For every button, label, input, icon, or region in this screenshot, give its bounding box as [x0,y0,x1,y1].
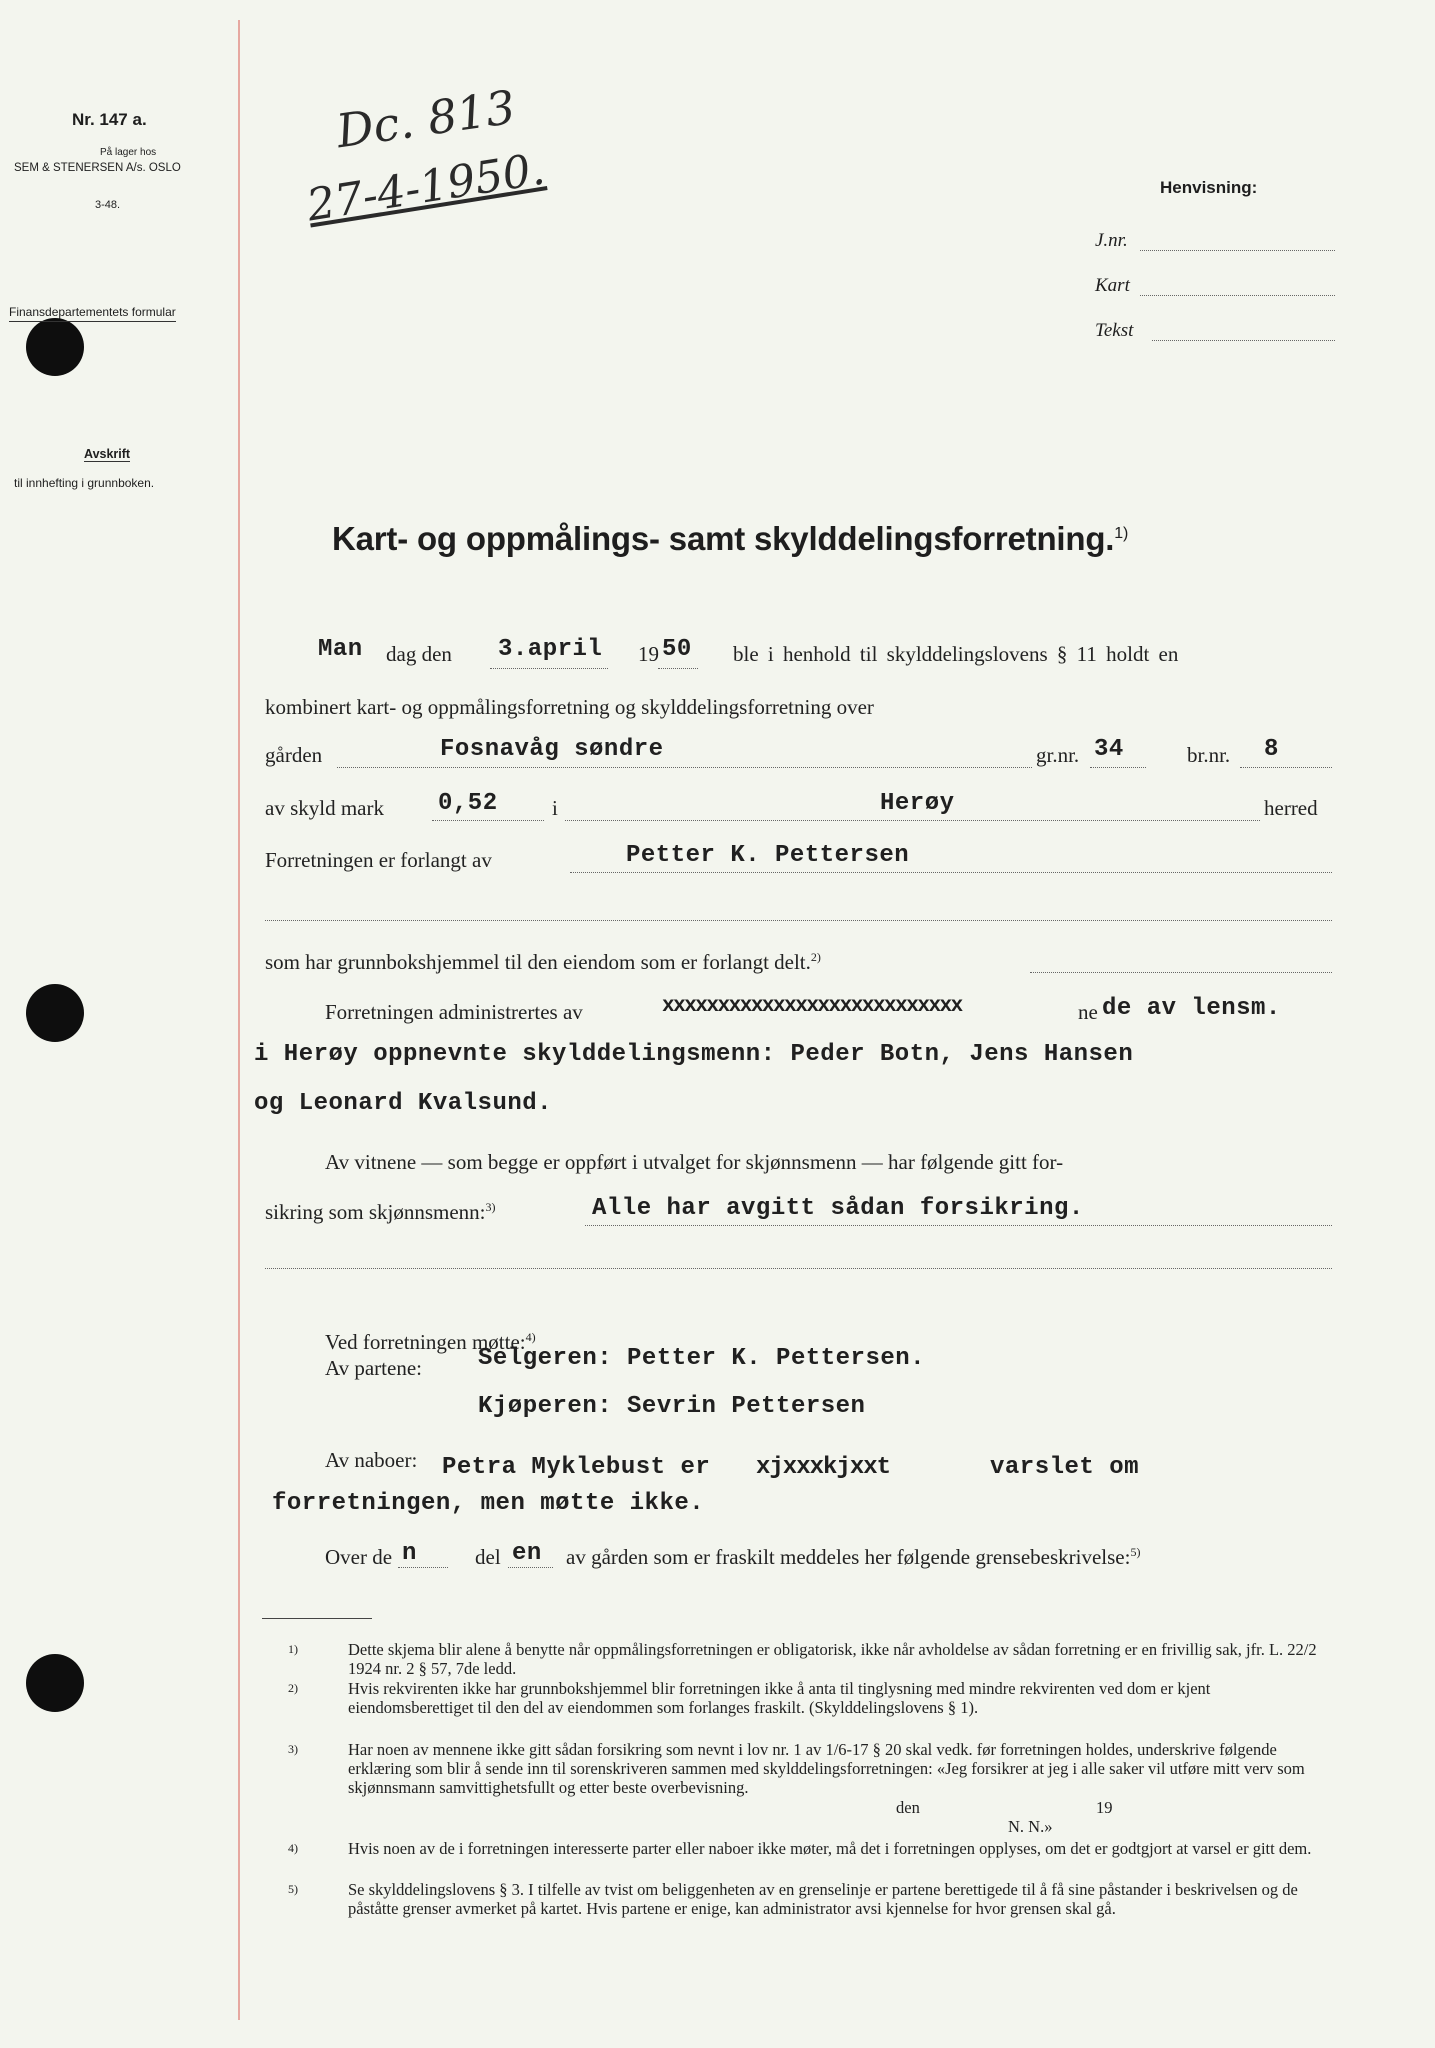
typed-admin-3: og Leonard Kvalsund. [254,1090,553,1117]
ref-field-jnr-line [1140,250,1335,251]
footnote-4-num: 4) [288,1841,298,1855]
title-footnote-ref: 1) [1114,525,1129,542]
margin-line [238,20,240,2020]
reference-title: Henvisning: [1160,178,1258,197]
requester-line-2 [265,920,1332,921]
typed-farm-name: Fosnavåg søndre [440,736,664,763]
requester-line [570,872,1332,873]
typed-witness-answer: Alle har avgitt sådan forsikring. [592,1195,1084,1222]
holder-text [265,950,821,975]
typed-day: Man [318,636,363,663]
typed-municipality: Herøy [880,790,955,817]
document-title-text: Kart- og oppmålings- samt skylddelingsforretning. [332,520,1115,557]
typed-skyld: 0,52 [438,790,498,817]
footnote-1-text: Dette skjema blir alene å benytte når oppmålingsforretningen er obligatorisk, ikke når avholdelse av sådan forretning er en frivillig sak, jfr. L. 22/2 1924 nr. 2 § 57, 7de ledd. [348,1640,1317,1678]
typed-date: 3.april [498,636,603,663]
witness-line2 [265,1200,496,1225]
label-parties: Av partene: [325,1356,422,1380]
punch-hole-middle [26,984,84,1042]
witness-line2-text: sikring som skjønnsmenn: [265,1200,486,1224]
punch-hole-bottom [26,1654,84,1712]
copy-label: Avskrift [84,447,131,461]
handwritten-date: 27-4-1950. [303,143,549,232]
fn3-year: 19 [1096,1798,1113,1817]
typed-neighbours-1b: varslet om [990,1454,1140,1481]
label-herred: herred [1264,796,1318,820]
line2-text: kombinert kart- og oppmålingsforretning og skylddelingsforretning over [265,695,874,719]
typed-admin-2: i Herøy oppnevnte skylddelingsmenn: Peder Botn, Jens Hansen [254,1041,1134,1068]
label-admin: Forretningen administrertes av [325,1000,583,1024]
municipality-line [565,820,1260,821]
ref-field-jnr: J.nr. [1095,230,1128,251]
typed-admin-1: de av lensm. [1102,995,1281,1022]
holder-footnote-ref: 2) [810,950,821,964]
witness-footnote-ref: 3) [485,1200,496,1214]
gnr-line [1090,767,1146,768]
footnote-rule [262,1618,372,1619]
witness-line [585,1225,1332,1226]
over-footnote-ref: 5) [1130,1545,1141,1559]
over-line [398,1567,448,1568]
publisher-line2: SEM & STENERSEN A/s. OSLO [14,162,181,174]
ref-field-kart-line [1140,295,1335,296]
label-requested: Forretningen er forlangt av [265,848,492,872]
skyld-line [432,820,544,821]
footnote-5-num: 5) [288,1882,298,1896]
fn3-den: den [896,1798,920,1817]
footnote-2-num: 2) [288,1681,298,1695]
label-neighbours: Av naboer: [325,1448,418,1472]
publisher-line1: På lager hos [100,147,157,158]
footnote-2 [288,1679,1328,1717]
farm-line [337,767,1032,768]
typed-bnr: 8 [1264,736,1279,763]
label-del: del [475,1545,501,1569]
typed-year: 50 [662,636,692,663]
del-line [508,1567,553,1568]
ref-field-tekst: Tekst [1095,320,1134,341]
struck-neighbours: xjxxxkjxxt [756,1454,891,1481]
line1-text: ble i henhold til skylddelingslovens § 11 holdt en [733,642,1179,666]
typed-over: n [402,1540,417,1567]
struck-admin: xxxxxxxxxxxxxxxxxxxxxxxxxxx [662,995,962,1018]
typed-del: en [512,1540,542,1567]
attended-footnote-ref: 4) [525,1330,536,1344]
year-line [658,668,698,669]
fn3-nn: N. N.» [1008,1817,1053,1836]
copy-note: til innhefting i grunnboken. [14,476,155,490]
ref-field-kart: Kart [1095,275,1130,296]
label-year-prefix: 19 [638,642,659,666]
footnote-3 [288,1740,1328,1797]
label-over: Over de [325,1545,393,1569]
label-skyld: av skyld mark [265,796,384,820]
department-label: Finansdepartementets formular [9,305,176,322]
footnote-3-text: Har noen av mennene ikke gitt sådan forsikring som nevnt i lov nr. 1 av 1/6-17 § 20 skal vedk. før forretningen holdes, underskrive følgende erklæring som blir å sende inn til sorenskriveren sammen med skylddelingsforretningen: «Jeg forsikrer at jeg i alle saker vil utføre mitt verv som skjønnsmann samvittighetsfullt og etter beste overbevisning. [348,1740,1305,1797]
attended-label-text: Ved forretningen møtte: [325,1330,526,1354]
footnote-4-text: Hvis noen av de i forretningen interesserte parter eller naboer ikke møter, må det i forretningen opplyses, om det er godtgjort at varsel er gitt dem. [348,1839,1312,1858]
document-title [332,520,1128,558]
label-bnr: br.nr. [1187,743,1231,767]
ref-field-tekst-line [1152,340,1335,341]
witness-line-2 [265,1268,1332,1269]
footnote-5-text: Se skylddelingslovens § 3. I tilfelle av tvist om beliggenheten av en grenselinje er partene berettigede til å få sine påstander i beskrivelsen og de påståtte grenser avmerket på kartet. Hvis partene er enige, kan administrator avsi kjennelse for hvor grensen skal gå. [348,1880,1298,1918]
holder-line [1030,972,1332,973]
witness-line1: Av vitnene — som begge er oppført i utvalget for skjønnsmenn — har følgende gitt for- [325,1150,1064,1174]
form-date: 3-48. [95,199,121,211]
holder-text-main: som har grunnbokshjemmel til den eiendom som er forlangt delt. [265,950,811,974]
bnr-line [1240,767,1332,768]
footnote-5 [288,1880,1328,1918]
footnote-2-text: Hvis rekvirenten ikke har grunnbokshjemmel blir forretningen ikke å anta til tinglysning med mindre rekvirenten ved dom er kjent eiendomsberettiget til den del av eiendommen som forlanges fraskilt. (Skylddelingslovens § 1). [348,1679,1211,1717]
label-gnr: gr.nr. [1036,743,1080,767]
typed-gnr: 34 [1094,736,1124,763]
footnote-1 [288,1640,1328,1678]
footnote-1-num: 1) [288,1642,298,1656]
typed-neighbours-1a: Petra Myklebust er [442,1454,711,1481]
punch-hole-top [26,318,84,376]
typed-neighbours-2: forretningen, men møtte ikke. [272,1490,705,1517]
label-farm: gården [265,743,323,767]
over-rest [566,1545,1140,1570]
form-number: Nr. 147 a. [72,110,147,129]
footnote-4 [288,1839,1328,1858]
typed-seller: Selgeren: Petter K. Pettersen. [478,1345,926,1372]
label-day: dag den [386,642,452,666]
label-in: i [552,796,558,820]
handwritten-reference: Dc. 813 [333,79,519,159]
typed-buyer: Kjøperen: Sevrin Pettersen [478,1393,866,1420]
label-admin-end: ne [1078,1000,1098,1024]
date-line [490,668,608,669]
footnote-3-num: 3) [288,1742,298,1756]
typed-requester: Petter K. Pettersen [626,842,910,869]
over-rest-text: av gården som er fraskilt meddeles her følgende grensebeskrivelse: [566,1545,1131,1569]
